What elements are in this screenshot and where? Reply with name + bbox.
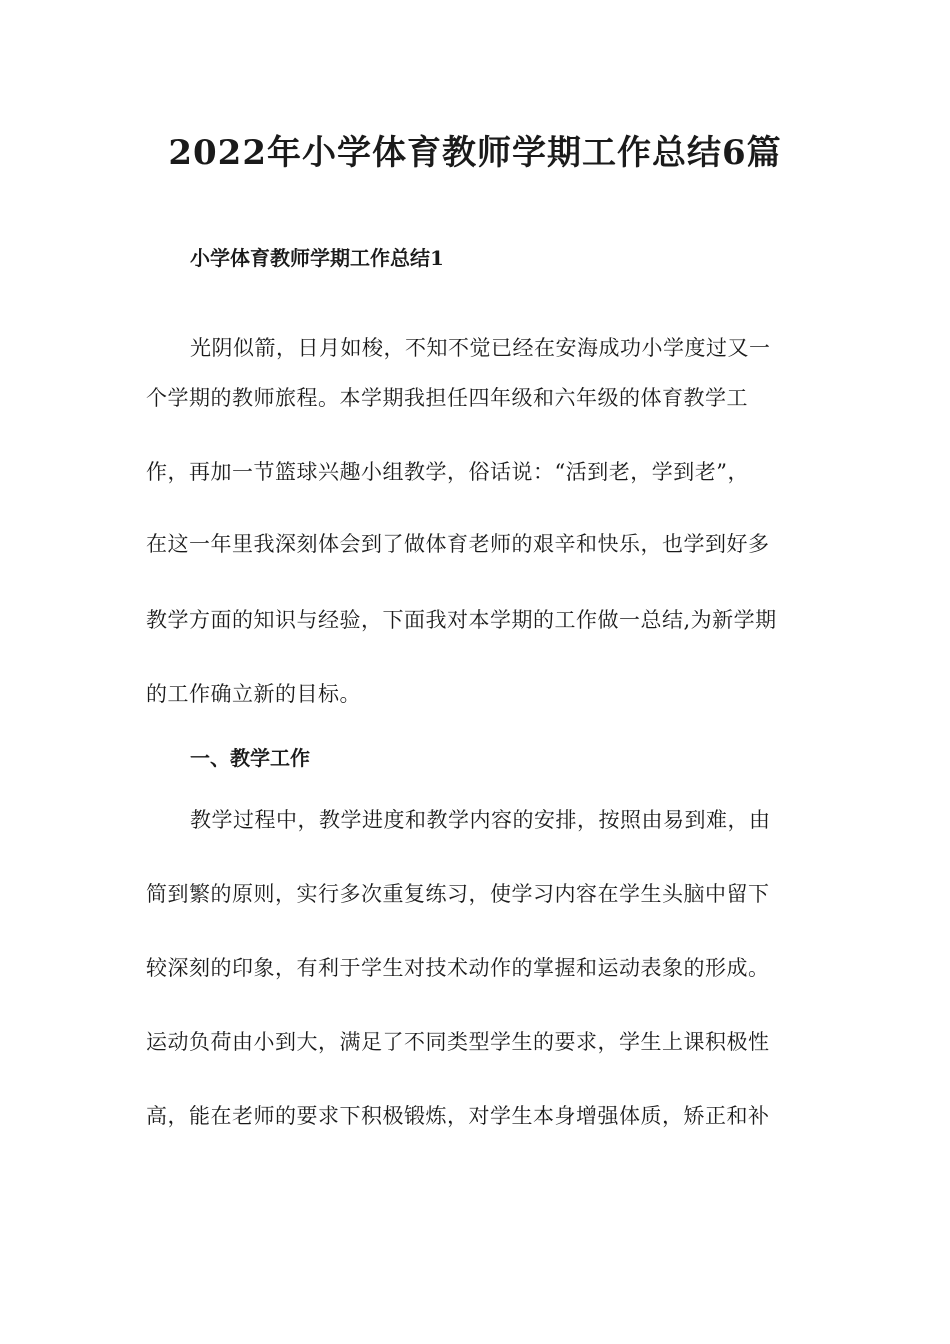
paragraph-line: 在这一年里我深刻体会到了做体育老师的艰辛和快乐，也学到好多 (146, 532, 770, 556)
paragraph-line: 作，再加一节篮球兴趣小组教学，俗话说：“活到老，学到老”， (146, 460, 749, 484)
paragraph-line: 个学期的教师旅程。本学期我担任四年级和六年级的体育教学工 (146, 386, 748, 410)
paragraph-line: 的工作确立新的目标。 (146, 682, 361, 706)
paragraph-line: 简到繁的原则，实行多次重复练习，使学习内容在学生头脑中留下 (146, 882, 770, 906)
section-heading: 小学体育教师学期工作总结1 (190, 246, 444, 270)
paragraph-line: 较深刻的印象，有利于学生对技术动作的掌握和运动表象的形成。 (146, 956, 770, 980)
paragraph-line: 光阴似箭，日月如梭，不知不觉已经在安海成功小学度过又一 (190, 336, 771, 360)
paragraph-line: 运动负荷由小到大，满足了不同类型学生的要求，学生上课积极性 (146, 1030, 770, 1054)
paragraph-line: 教学方面的知识与经验，下面我对本学期的工作做一总结,为新学期 (146, 608, 777, 632)
part-heading: 一、教学工作 (190, 746, 310, 770)
paragraph-line: 高，能在老师的要求下积极锻炼，对学生本身增强体质，矫正和补 (146, 1104, 770, 1128)
paragraph-line: 教学过程中，教学进度和教学内容的安排，按照由易到难，由 (190, 808, 771, 832)
document-title: 2022年小学体育教师学期工作总结6篇 (168, 133, 782, 173)
